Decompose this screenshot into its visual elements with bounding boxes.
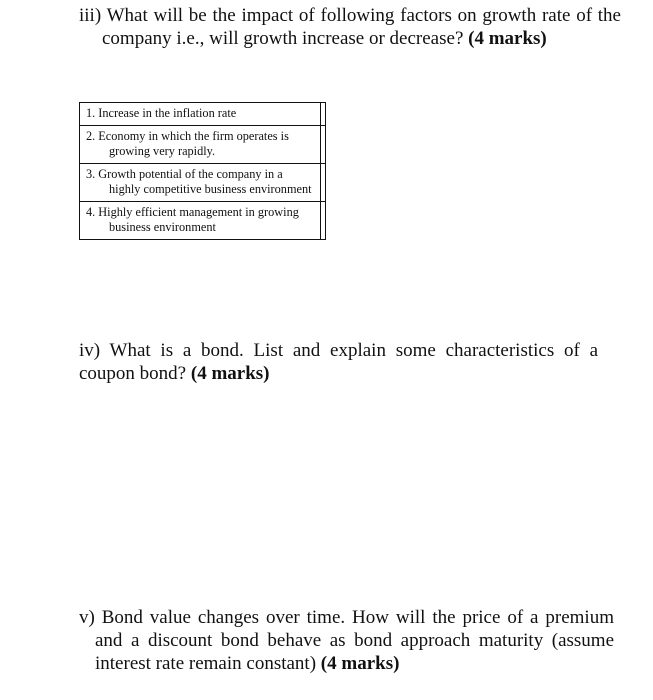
question-v-text: v) Bond value changes over time. How will the price of a premium and a discount bond behave as bond approach maturity (assume interest rate remain constant) (79, 607, 614, 674)
factor-4: 4. Highly efficient management in growing business environment (86, 205, 299, 234)
factor-1: 1. Increase in the inflation rate (86, 106, 237, 120)
question-v (79, 606, 614, 675)
factor-2: 2. Economy in which the firm operates is growing very rapidly. (86, 129, 289, 158)
question-iv-marks: (4 marks) (190, 363, 270, 384)
question-iv (79, 339, 598, 385)
question-iii (79, 4, 621, 50)
table-row (80, 202, 326, 240)
factor-3: 3. Growth potential of the company in a highly competitive business environment (86, 167, 312, 196)
question-iii-marks: (4 marks) (468, 28, 547, 49)
question-iv-text: iv) What is a bond. List and explain some characteristics of a coupon bond? (79, 340, 598, 384)
factors-table (79, 102, 326, 240)
question-iii-text: iii) What will be the impact of following factors on growth rate of the company i.e., will growth increase or decrease? (79, 5, 621, 49)
table-row (80, 103, 326, 126)
table-row (80, 164, 326, 202)
table-row (80, 126, 326, 164)
question-v-marks: (4 marks) (320, 653, 400, 674)
